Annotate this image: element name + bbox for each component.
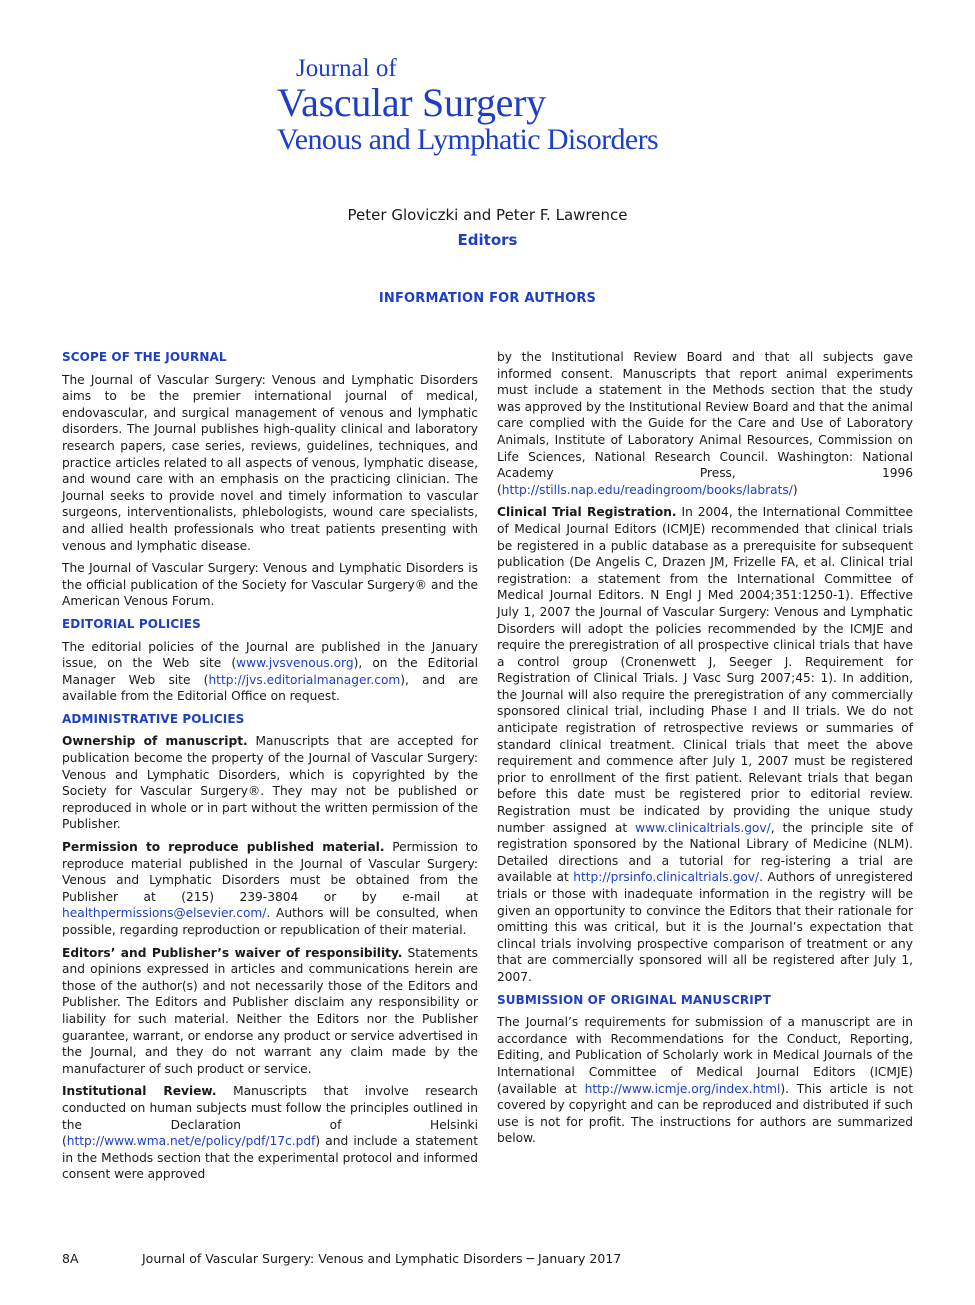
submission-text-b: ). This article is not covered by copyright and can be reproduced and distributed if such use is not for profit. The instructions for authors are summarized below. (497, 1081, 913, 1146)
review-runin: Institutional Review. (62, 1084, 217, 1099)
icmje-link[interactable]: http://www.icmje.org/index.html (584, 1081, 781, 1096)
trial-text-a: In 2004, the International Committee of Medical Journal Editors (ICMJE) recommended that clinical trials be registered in a public database as a prerequisite for subsequent publication (De Angelis C, Drazen JM, Frizelle FA, et al. Clinical trial registration: a statement from the International Committee of Medical Journal Editors. N Engl J Med 2004;351:1250-1). Effective July 1, 2007 the Journal of Vascular Surgery: Venous and Lymphatic Disorders will adopt the policies recommended by the ICMJE and require the preregistration of all prospective clinical trials that have a control group (Cronenwett J, Seeger J. Requirement for Registration of Clinical Trials. J Vasc Surg 2007;45: 1). In addition, the Journal will also require the preregistration of any commercially sponsored clinical trial, including Phase I and II trials. We do not anticipate registration of retrospective reviews or summaries of standard clinical treatment. Clinical trials that meet the above requirement and commence after July 1, 2007 must be registered prior to enrollment of the first patient. Relevant trials that began before this date must be registered prior to editorial review. Registration must be indicated by providing the unique study number assigned at (497, 505, 914, 835)
healthpermissions-link[interactable]: healthpermissions@elsevier.com/ (62, 906, 267, 921)
left-column (62, 349, 478, 1189)
submission-heading: SUBMISSION OF ORIGINAL MANUSCRIPT (497, 992, 771, 1007)
trial-paragraph (497, 504, 913, 985)
trial-runin: Clinical Trial Registration. (497, 505, 677, 520)
masthead-line2: Vascular Surgery (277, 80, 546, 125)
trial-text-b: , the principle site of registration sponsored by the National Library of Medicine (NLM). Detailed directions and a tutorial for reg-istering a trial are available at (497, 820, 913, 885)
review-paragraph (62, 1083, 478, 1183)
scope-paragraph-1: The Journal of Vascular Surgery: Venous and Lymphatic Disorders aims to be the premier international journal of medical, endovascular, and surgical management of venous and lymphatic disorders. The Journal publishes high-quality clinical and laboratory research papers, case series, reviews, guidelines, techniques, and practice articles related to all aspects of venous, lymphatic disease, and wound care with an emphasis on the practicing clinician. The Journal seeks to provide novel and timely information to vascular surgeons, interventionalists, phlebologists, wound care specialists, and allied health professionals who treat patients presenting with venous and lymphatic disease. (62, 372, 478, 553)
review-cont-text-b: ) (792, 482, 798, 497)
permission-paragraph (62, 839, 478, 939)
review-text-b: ) and include a statement in the Methods section that the experimental protocol and informed consent were approved (62, 1134, 478, 1182)
scope-heading: SCOPE OF THE JOURNAL (62, 350, 227, 364)
editor-names: Peter Gloviczki and Peter F. Lawrence (347, 206, 628, 224)
jvsvenous-link[interactable]: www.jvsvenous.org (236, 656, 354, 671)
editorial-text-a: The editorial policies of the Journal are published in the January issue, on the Web site ( (62, 639, 478, 671)
permission-text-a: Permission to reproduce material published in the Journal of Vascular Surgery: Venous and Lymphatic Disorders must be obtained from the Publisher at (215) 239-3804 or by e-mail at (62, 840, 479, 904)
footer-journal-title: Journal of Vascular Surgery: Venous and Lymphatic Disorders ─ January 2017 (142, 1251, 622, 1266)
journal-masthead (277, 56, 658, 155)
editorial-text-b: ), on the Editorial Manager Web site ( (62, 656, 478, 687)
trial-text-c: . Authors of unregistered trials or those with inadequate information in the registry will be given an opportunity to convince the Editors that their rationale for omitting this was critical, but it is the Journal’s expectation that clincal trials involving prospective comparison of treatment or any that are commercially sponsored will all be registered after July 1, 2007. (497, 870, 913, 984)
prsinfo-link[interactable]: http://prsinfo.clinicaltrials.gov/ (573, 870, 760, 885)
submission-text-a: The Journal’s requirements for submission of a manuscript are in accordance with Recommendations for the Conduct, Reporting, Editing, and Publication of Scholarly work in Medical Journals of the International Committee of Medical Journal Editors (ICMJE) (available at (497, 1015, 913, 1096)
editors-label: Editors (457, 231, 518, 249)
submission-paragraph (497, 1014, 913, 1147)
waiver-runin: Editors’ and Publisher’s waiver of responsibility. (62, 945, 403, 960)
permission-runin: Permission to reproduce published material. (62, 840, 385, 855)
waiver-paragraph (62, 945, 478, 1078)
review-text-a: Manuscripts that involve research conducted on human subjects must follow the principles outlined in the Declaration of Helsinki ( (62, 1084, 479, 1149)
right-column (497, 349, 913, 1153)
helsinki-link[interactable]: http://www.wma.net/e/policy/pdf/17c.pdf (66, 1134, 316, 1149)
admin-heading: ADMINISTRATIVE POLICIES (62, 711, 245, 726)
section-title: INFORMATION FOR AUTHORS (378, 291, 597, 306)
editorial-manager-link[interactable]: http://jvs.editorialmanager.com (208, 672, 401, 687)
editorial-heading: EDITORIAL POLICIES (62, 616, 201, 631)
permission-text-b: . Authors will be consulted, when possible, regarding reproduction or republication of their material. (62, 906, 478, 937)
masthead-line1: Journal of (296, 55, 397, 82)
ownership-runin: Ownership of manuscript. (62, 734, 248, 749)
review-continued-paragraph (497, 349, 913, 498)
ownership-paragraph (62, 733, 478, 833)
ownership-text: Manuscripts that are accepted for publication become the property of the Journal of Vascular Surgery: Venous and Lymphatic Disorders, which is copyrighted by the Society for Vascular Surgery®. They may not be published or reproduced in whole or in part without the written permission of the Publisher. (62, 734, 478, 832)
waiver-text: Statements and opinions expressed in articles and communications herein are those of the author(s) and not necessarily those of the Editors and Publisher. The Editors and Publisher disclaim any responsibility or liability for such material. Neither the Editors nor the Publisher guarantee, warrant, or endorse any product or service advertised in the Journal, and they do not warrant any claim made by the manufacturer of such product or service. (62, 945, 479, 1076)
clinicaltrials-link[interactable]: www.clinicaltrials.gov/ (635, 820, 771, 835)
masthead-line3: Venous and Lymphatic Disorders (277, 123, 659, 156)
scope-paragraph-2: The Journal of Vascular Surgery: Venous and Lymphatic Disorders is the official publication of the Society for Vascular Surgery® and the American Venous Forum. (62, 561, 478, 609)
labrats-link[interactable]: http://stills.nap.edu/readingroom/books/labrats/ (501, 482, 793, 497)
editorial-text-c: ), and are available from the Editorial Office on request. (62, 672, 479, 704)
editorial-paragraph (62, 639, 478, 705)
review-cont-text-a: by the Institutional Review Board and that all subjects gave informed consent. Manuscripts that report animal experiments must include a statement in the Methods section that the study was approved by the Institutional Review Board and that the animal care complied with the Guide for the Care and Use of Laboratory Animals, Institute of Laboratory Animal Resources, Commission on Life Sciences, National Research Council. Washington: National Academy Press, 1996 ( (497, 350, 913, 497)
page-number: 8A (62, 1251, 79, 1266)
